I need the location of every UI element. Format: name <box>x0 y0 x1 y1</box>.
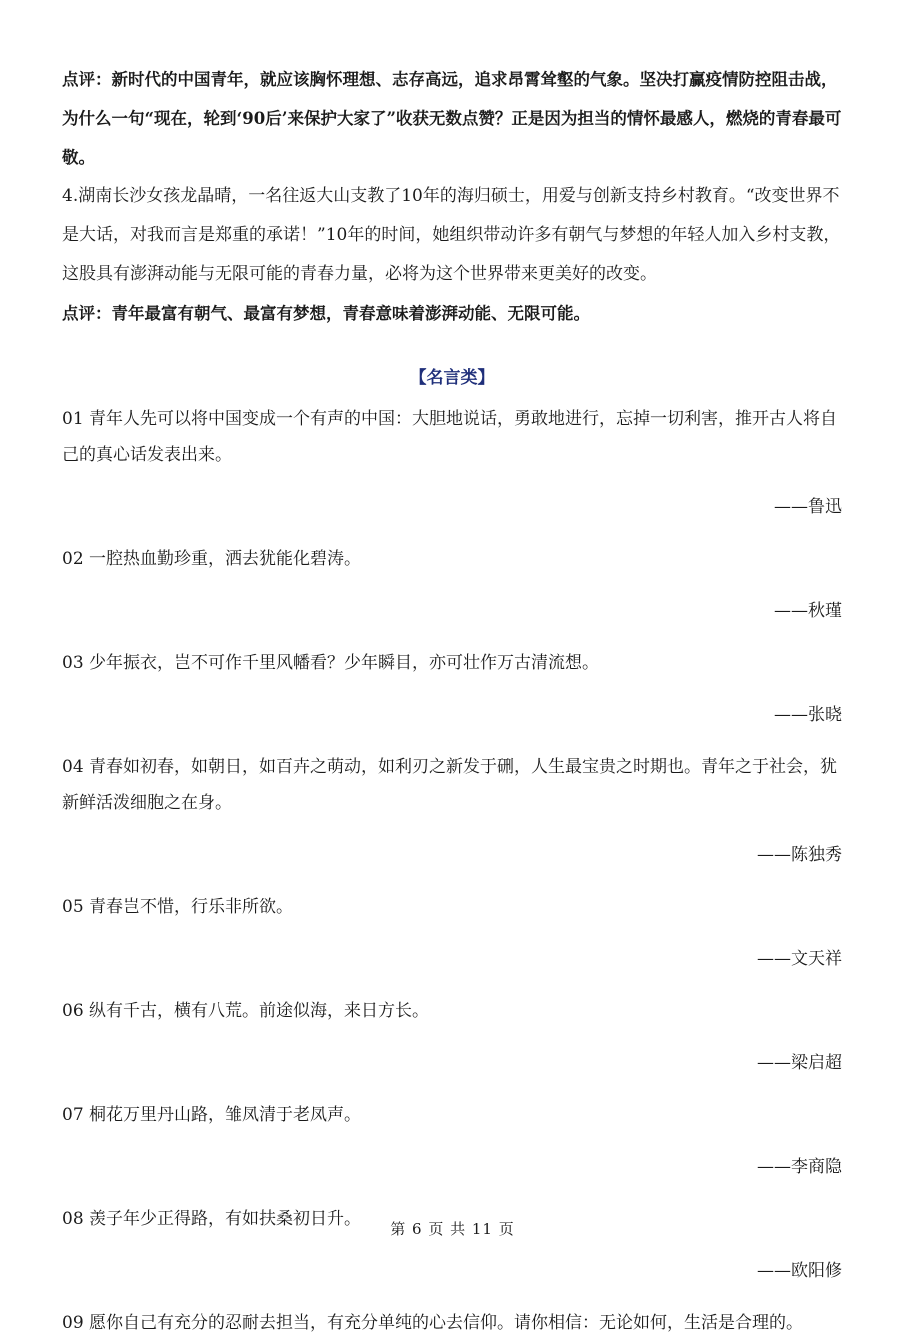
quote-5 <box>62 889 842 977</box>
quote-author: ——欧阳修 <box>757 1261 842 1281</box>
quote-author: ——文天祥 <box>757 949 842 969</box>
document-body <box>62 60 842 1341</box>
section-title-quotes: 【名言类】 <box>409 368 495 388</box>
quote-1 <box>62 401 842 525</box>
quote-text: 03 少年振衣，岂不可作千里风幡看？少年瞬目，亦可壮作万古清流想。 <box>62 653 600 673</box>
quote-author: ——陈独秀 <box>757 845 842 865</box>
quote-8 <box>62 1201 842 1289</box>
quote-author: ——李商隐 <box>757 1157 842 1177</box>
quote-text: 06 纵有千古，横有八荒。前途似海，来日方长。 <box>62 1001 430 1021</box>
quote-text: 04 青春如初春，如朝日，如百卉之萌动，如利刃之新发于硎，人生最宝贵之时期也。青年之于社会，犹新鲜活泼细胞之在身。 <box>62 757 838 813</box>
quote-text: 01 青年人先可以将中国变成一个有声的中国：大胆地说话，勇敢地进行，忘掉一切利害，推开古人将自己的真心话发表出来。 <box>62 409 838 465</box>
quote-2 <box>62 541 842 629</box>
page-footer: 第 6 页 共 11 页 <box>390 1220 515 1238</box>
quote-7 <box>62 1097 842 1185</box>
quote-text: 08 羡子年少正得路，有如扶桑初日升。 <box>62 1209 362 1229</box>
quote-text: 07 桐花万里丹山路，雏凤清于老凤声。 <box>62 1105 362 1125</box>
quote-author: ——秋瑾 <box>774 601 842 621</box>
quote-author: ——梁启超 <box>757 1053 842 1073</box>
comment-paragraph-2: 点评：青年最富有朝气、最富有梦想，青春意味着澎湃动能、无限可能。 <box>62 304 590 323</box>
quote-author: ——张晓 <box>774 705 842 725</box>
quote-6 <box>62 993 842 1081</box>
quote-text: 05 青春岂不惜，行乐非所欲。 <box>62 897 294 917</box>
quote-3 <box>62 645 842 733</box>
quote-text: 02 一腔热血勤珍重，洒去犹能化碧涛。 <box>62 549 362 569</box>
item-4-paragraph: 4.湖南长沙女孩龙晶晴，一名往返大山支教了10年的海归硕士，用爱与创新支持乡村教育。“改变世界不是大话，对我而言是郑重的承诺！”10年的时间，她组织带动许多有朝气与梦想的年轻人加入乡村支教，这股具有澎湃动能与无限可能的青春力量，必将为这个世界带来更美好的改变。 <box>62 186 841 284</box>
quote-9-text: 09 愿你自己有充分的忍耐去担当，有充分单纯的心去信仰。请你相信：无论如何，生活是合理的。 <box>62 1313 804 1333</box>
quote-4 <box>62 749 842 873</box>
quote-author: ——鲁迅 <box>774 497 842 517</box>
comment-paragraph-1: 点评：新时代的中国青年，就应该胸怀理想、志存高远，追求昂霄耸壑的气象。坚决打赢疫情防控阻击战，为什么一句“现在，轮到‘90后’来保护大家了”收获无数点赞？正是因为担当的情怀最感人，燃烧的青春最可敬。 <box>62 70 842 167</box>
